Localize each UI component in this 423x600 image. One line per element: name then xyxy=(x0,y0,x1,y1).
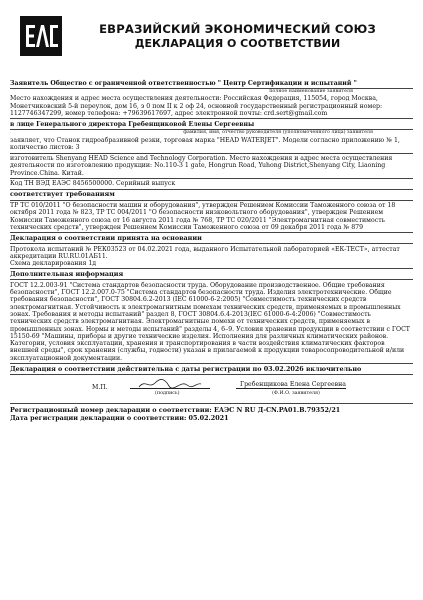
requirements-title-row xyxy=(10,190,413,201)
basis-text: Протокола испытаний № РЕК03523 от 04.02.2021 года, выданного Испытательной лабораторией «ЕК-ТЕСТ», аттестат аккредитации RU.RU.01АБ11. xyxy=(10,245,400,260)
basis-title: Декларация о соответствии принята на основании xyxy=(10,233,202,242)
representative-text: в лице Генерального директора Гребенщиковой Елены Сергеевны xyxy=(10,121,255,129)
validity-row xyxy=(10,364,413,375)
additional-title: Дополнительная информация xyxy=(10,269,124,278)
stamp-place: М.П. xyxy=(92,383,108,391)
representative-row xyxy=(10,119,413,130)
product-code-row xyxy=(10,179,413,190)
representative-caption: фамилия, имя, отчество руководителя (уполномоченного лица) заявителя xyxy=(183,130,373,136)
requirements-row xyxy=(10,201,413,234)
address-text: Место нахождения и адрес места осуществления деятельности: Российская Федерация, 115054, город Москва, Монетчиковский 5-й переулок, дом 16, э 0 пом II к 2 оф 24, основной государственный регистрационный номер: 1127746347299, номер телефона: +79639617697, адрес электронной почты: crd.sert@gmail.com xyxy=(10,95,383,117)
declares-row xyxy=(10,135,413,153)
requirements-title: соответствует требованиям xyxy=(10,190,115,199)
registration-date: Дата регистрации декларации о соответствии: 05.02.2021 xyxy=(10,414,229,423)
registration-number: Регистрационный номер декларации о соответствии: ЕАЭС N RU Д-CN.PA01.B.79352/21 xyxy=(10,406,341,415)
basis-row xyxy=(10,244,413,269)
validity-text: Декларация о соответствии действительна с даты регистрации по 03.02.2026 включительно xyxy=(10,364,362,373)
manufacturer-row xyxy=(10,154,413,179)
applicant-caption: полное наименование заявителя xyxy=(269,88,353,94)
signature-block xyxy=(10,375,413,404)
signer-name: Гребенщикова Елена Сергеевна xyxy=(240,380,346,388)
requirements-text: ТР ТС 010/2011 "О безопасности машин и оборудования", утвержден Решением Комиссии Таможенного союза от 18 октября 2011 года № 823, ТР ТС 004/2011 "О безопасности низковольтного оборудования", утвержден Решением Комиссии Таможенного союза от 16 августа 2011 года № 768, ТР ТС 020/2011 "Электромагнитная совместимость технических средств", утвержден Решением Комиссии Таможенного союза от 09 декабря 2011 года № 879 xyxy=(10,202,396,231)
declaration-title: ДЕКЛАРАЦИЯ О СООТВЕТСТВИИ xyxy=(134,37,341,50)
applicant-row xyxy=(10,78,413,89)
signer-name-caption: (Ф.И.О. заявителя) xyxy=(272,390,320,396)
applicant-line: Заявитель Общество с ограниченной ответственностью " Центр Сертификации и испытаний " xyxy=(10,79,357,87)
document-header xyxy=(66,22,409,51)
declaration-body xyxy=(10,78,413,423)
declares-text: заявляет, что Станок гидроабразивной резки, торговая марка "HEAD WATERJET". Модели согласно приложению № 1, количество листов: 3 xyxy=(10,136,400,152)
signer-name-line xyxy=(236,388,346,389)
eac-logo xyxy=(20,16,62,56)
basis-title-row xyxy=(10,233,413,244)
registration-block xyxy=(10,403,413,423)
additional-title-row xyxy=(10,269,413,280)
union-title: ЕВРАЗИЙСКИЙ ЭКОНОМИЧЕСКИЙ СОЮЗ xyxy=(99,22,376,36)
address-row xyxy=(10,94,413,119)
signature-line xyxy=(130,388,210,389)
additional-text: ГОСТ 12.2.003-91 "Система стандартов безопасности труда. Оборудование производственное. Общие требования безопасности", ГОСТ 12.2.007.0-75 "Система стандартов безопасности труда. Изделия электротехнические. Общие требования безопасности", ГОСТ 30804.6.2-2013 (IEC 61000-6-2:2005) "Совместимость технических средств электромагнитная. Устойчивость к электромагнитным помехам технических средств, применяемых в промышленных зонах. Требования и методы испытаний" раздел 8, ГОСТ 30804.6.4-2013(IEC 61000-6-4:2006) "Совместимость технических средств электромагнитная. Электромагнитные помехи от технических средств, применяемых в промышленных зонах. Нормы и методы испытаний" разделы 4, 6–9. Условия хранения продукции в соответствии с ГОСТ 15150-69 "Машины, приборы и другие технические изделия. Исполнения для различных климатических районов. Категории, условия эксплуатации, хранения и транспортирования в части воздействия климатических факторов внешней среды", срок хранения (службы, годности) указан в прилагаемой к продукции товаросопроводительной и/или эксплуатационной документации. xyxy=(10,281,410,362)
signature-caption: (подпись) xyxy=(155,390,180,396)
additional-row xyxy=(10,280,413,364)
basis-scheme: Схема декларирования 1д xyxy=(10,260,97,268)
eac-mark-icon xyxy=(20,16,62,56)
manufacturer-text: изготовитель Shenyang HEAD Science and Technology Corporation. Место нахождения и адрес места осуществления деятельности по изготовлению продукции: No.110-3 1 gate, Hongrun Road, Yuhong District,Shenyang City, Liaoning Province.China. Китай. xyxy=(10,155,393,177)
product-code-text: Код ТН ВЭД ЕАЭС 8456500000. Серийный выпуск xyxy=(10,180,176,188)
